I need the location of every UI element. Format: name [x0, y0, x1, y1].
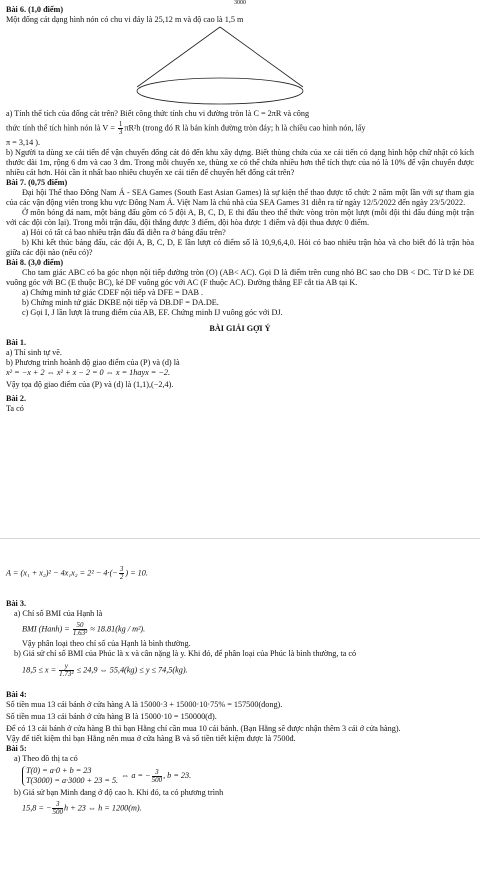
bottom-page — [0, 552, 480, 878]
bmi-eq: BMI (Hanh) = $\frac{50}{\text{1.63²}}$ ≈ 18.81(kg / m²). — [22, 621, 146, 637]
sol1-title: Bài 1. — [6, 338, 27, 347]
bai8-qa: a) Chứng minh tứ giác CDEF nội tiếp và DFE = DAB . — [22, 288, 204, 297]
sol5-title: Bài 5: — [6, 744, 27, 753]
bai6-qa-line2: thức tính thể tích hình nón là V = $\frac{1}{3}$ πR²h (trong đó R là bán kính đường tròn đáy; h là chiều cao hình nón, lấy — [6, 120, 366, 136]
bai8-title: Bài 8. (3,0 điểm) — [6, 258, 64, 267]
bai8-qb: b) Chứng minh tứ giác DKBE nội tiếp và DB.DF = DA.DE. — [22, 298, 219, 307]
sol5-eq: 15,8 = − $\frac{3}{500}$ h + 23 ⇔ h = 1200(m). — [22, 800, 142, 816]
bai6-title: Bài 6. (1,0 điểm) — [6, 5, 64, 14]
sol5-system: T(0) = a·0 + b = 23 T(3000) = a·3000 + 23 = 5. ⇔ a = − $\frac{3}{500}$ , b = 23. — [6, 766, 474, 786]
bai7-title: Bài 7. (0,75 điểm) — [6, 178, 68, 187]
page-separator — [0, 538, 480, 539]
header-stub: 3000 — [234, 0, 246, 5]
sol3-class: Vậy phân loại theo chỉ số của Hạnh là bình thường. — [22, 639, 191, 648]
sol3-title: Bài 3. — [6, 599, 27, 608]
equation-system: T(0) = a·0 + b = 23 T(3000) = a·3000 + 23 = 5. — [22, 766, 118, 786]
sol3-b: b) Giả sử chỉ số BMI của Phúc là x và cân nặng là y. Khi đó, để phân loại của Phúc là bình thường, ta có — [14, 649, 357, 658]
eq-A: A = (x₁ + x₂)² − 4x₁x₂ = 2² − 4·(− $\frac{3}{2}$ ) = 10. — [6, 565, 148, 581]
bmi-ineq: 18,5 ≤ x = $\frac{y}{\text{1.73²}}$ ≤ 24,9 ⇔ 55,4(kg) ≤ y ≤ 74,5(kg). — [22, 662, 188, 678]
cone-figure — [6, 25, 474, 109]
sol5-a: a) Theo đồ thị ta có — [14, 754, 78, 763]
bai7-qb: b) Khi kết thúc bảng đấu, các đội A, B, C, D, E lần lượt có điểm số là 10,9,6,4,0. Hỏi có bao nhiêu trận hòa và cho biết đó là trận hòa giữa các đội nào (nếu có)? — [6, 238, 474, 257]
bai6-qa-line3: π = 3,14 ). — [6, 138, 40, 147]
sol4-l2: Số tiền mua 13 cái bánh ở cửa hàng B là 15000·10 = 150000(đ). — [6, 712, 217, 721]
solution-title: BÀI GIẢI GỢI Ý — [209, 324, 271, 333]
sol1-a: a) Thí sinh tự vẽ. — [6, 348, 62, 357]
bai6-qa-line1: a) Tính thể tích của đống cát trên? Biết công thức tính chu vi đường tròn là C = 2πR và công — [6, 109, 310, 118]
sol3-a: a) Chỉ số BMI của Hạnh là — [14, 609, 103, 618]
sol4-l3: Để có 13 cái bánh ở cửa hàng B thì bạn Hằng chỉ cần mua 10 cái bánh. (Bạn Hằng sẽ được nhận thêm 3 cái ở cửa hàng). — [6, 724, 401, 733]
bai7-p1: Đại hội Thể thao Đông Nam Á - SEA Games (South East Asian Games) là sự kiện thể thao được tổ chức 2 năm một lần với sự tham gia của các vận động viên trong khu vực Đông Nam Á. Việt Nam là chủ nhà của SEA Games 31 diễn ra từ ngày 12/5/2022 đến ngày 23/5/2022. — [6, 188, 474, 207]
bai6-intro: Một đống cát dạng hình nón có chu vi đáy là 25,12 m và độ cao là 1,5 m — [6, 15, 244, 24]
sol2-text: Ta có — [6, 404, 24, 413]
sol5-b: b) Giả sử bạn Minh đang ở độ cao h. Khi đó, ta có phương trình — [14, 788, 224, 797]
sol4-title: Bài 4: — [6, 690, 27, 699]
bai7-p2: Ở môn bóng đá nam, một bảng đấu gồm có 5 đội A, B, C, D, E thi đấu theo thể thức vòng tròn một lượt (mỗi đội thi đấu đúng một trận với các đội còn lại). Trong mỗi trận đấu, đội thắng được 3 điểm, đội hòa được 1 điểm và đội thua được 0 điểm. — [6, 208, 474, 227]
sol4-l1: Số tiền mua 13 cái bánh ở cửa hàng A là 15000·3 + 15000·10·75% = 157500(đong). — [6, 700, 283, 709]
bai6-qb: b) Người ta dùng xe cải tiến để vận chuyển đống cát đó đến khu xây dựng. Biết thùng chứa của xe cải tiến có dạng hình hộp chữ nhật có kích thước dài 1m, rộng 6 dm và cao 3 dm. Trong mỗi chuyến xe, thùng xe có thể chứa nhiều hơn thể tích thực của nó là 10% để vận chuyển được nhiều cát hơn. Hỏi cần ít nhất bao nhiêu chuyến xe cải tiến để chuyển hết đống cát trên? — [6, 148, 474, 177]
sol1-b: b) Phương trình hoành độ giao điểm của (P) và (d) là — [6, 358, 180, 367]
sol2-title: Bài 2. — [6, 394, 27, 403]
bai8-p1: Cho tam giác ABC có ba góc nhọn nội tiếp đường tròn (O) (AB< AC). Gọi D là điểm trên cung nhỏ BC sao cho DB < DC. Từ D kẻ DE vuông góc với BC (E thuộc BC), kẻ DF vuông góc với AC (F thuộc AC). Đường thẳng EF cắt tia AB tại K. — [6, 268, 474, 287]
sol1-eq: x² = −x + 2 ⇔ x² + x − 2 = 0 ⇔ x = 1hayx = −2. — [6, 368, 170, 377]
bai7-qa: a) Hỏi có tất cả bao nhiêu trận đấu đã diễn ra ở bảng đấu trên? — [22, 228, 226, 237]
sol1-conclusion: Vậy tọa độ giao điểm của (P) và (d) là (1,1),(−2,4). — [6, 380, 174, 389]
bai8-qc: c) Gọi I, J lần lượt là trung điểm của AB, EF. Chứng minh IJ vuông góc với DJ. — [22, 308, 283, 317]
sol4-l4: Vậy để tiết kiệm thì bạn Hằng nên mua ở cửa hàng B và số tiền tiết kiệm được là 7500đ. — [6, 734, 296, 743]
